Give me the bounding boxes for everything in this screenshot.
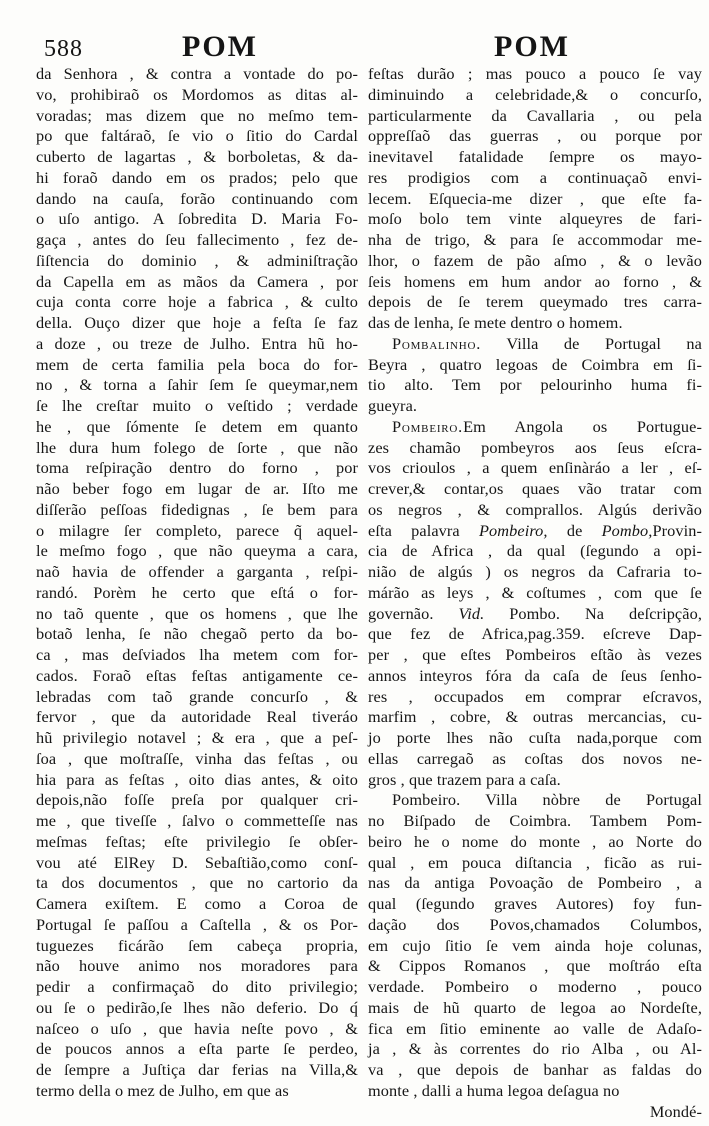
text-line: em cujo ſitio ſe vem ainda hoje colunas,: [368, 935, 702, 955]
text-line: me , que tiveſſe , ſalvo o commetteſſe nas: [36, 811, 358, 830]
text-line: cia de Africa , da qual (ſegundo a opi-: [368, 541, 702, 561]
text-line: he , que ſómente ſe detem em quanto: [36, 416, 358, 436]
text-line: ſoa , que moſtraſſe, vinha das feſtas , ou: [36, 748, 358, 768]
text-line: res , occupados em comprar eſcravos,: [368, 686, 702, 706]
text-line: po que faltáraõ, ſe vio o ſitio do Cardal: [36, 126, 358, 146]
text-line: oppreſſaõ das guerras , ou porque por: [368, 126, 702, 146]
text-line: márão as leys , & coſtumes , com que ſe: [368, 582, 702, 602]
text-line: ca , mas deſviados lha metem com for-: [36, 645, 358, 664]
text-line: não beber fogo em lugar de ar. Iſto me: [36, 479, 358, 498]
text-line: de poucos annos a eſta parte ſe perdeo,: [36, 1039, 358, 1059]
text-line: vou até ElRey D. Sebaſtião,como conſ-: [36, 852, 358, 872]
text-segment: governão.: [368, 603, 459, 623]
text-segment: eſta palavra: [368, 520, 479, 540]
running-header: [0, 30, 709, 66]
text-line: naõ havia de offender a garganta , reſpi-: [36, 562, 358, 581]
text-line: inevitavel fatalidade ſempre os mayo-: [368, 147, 702, 166]
text-line: [368, 604, 702, 625]
text-line: vos crioulos , a quem enſinàráo a ler , eſ-: [368, 458, 702, 478]
text-line: pedir a confirmaçaõ do dito privilegio;: [36, 977, 358, 996]
text-line: jo porte lhes não cuſta nada,porque com: [368, 728, 702, 747]
text-line: beiro he o nome do monte , ao Norte do: [368, 831, 702, 851]
text-line: dação dos Povos,chamados Columbos,: [368, 914, 702, 934]
text-line: per , que eſtes Pombeiros eſtão às vezes: [368, 645, 702, 664]
text-line: botaõ lenha, ſe não chegaõ perto da bo-: [36, 624, 358, 644]
text-line: das de lenha, ſe mete dentro o homem.: [368, 313, 623, 332]
text-line: vo, prohibiraõ os Mordomos as ditas al-: [36, 84, 358, 104]
italic-text: Vid.: [458, 603, 485, 623]
text-line: no , & torna a ſahir ſem ſe queymar,nem: [36, 375, 358, 395]
text-line: particularmente da Cavallaria , ou pela: [368, 105, 702, 125]
text-line: moſo bolo tem vinte alqueyres de fari-: [368, 209, 702, 229]
text-line: qual , em pouca diſtancia , ficão as rui-: [368, 852, 702, 872]
left-text-column: [36, 64, 358, 1102]
text-line: o uſo antigo. A ſobredita D. Maria Fo-: [36, 209, 358, 229]
text-line: de ſempre a Juſtiça dar ferias na Villa,&: [36, 1060, 358, 1079]
text-line: randó. Porèm he certo que eſtá o for-: [36, 582, 358, 602]
text-line: da Senhora , & contra a vontade do po-: [36, 64, 358, 83]
text-line: gros , que trazem para a caſa.: [368, 769, 561, 789]
text-line: a doze , ou treze de Julho. Entra hũ ho-: [36, 333, 358, 353]
text-line: no taõ quente , que os homens , que lhe: [36, 603, 358, 623]
page-number: 588: [44, 36, 83, 62]
text-line: não houve animo nos moradores para: [36, 956, 358, 976]
text-line: ſeis homens em hum andor ao forno , &: [368, 271, 702, 291]
text-line: no Biſpado de Coimbra. Tambem Pom-: [368, 811, 702, 830]
text-line: res prodigios com a continuaçaõ envi-: [368, 167, 702, 187]
text-line: meſmas feſtas; eſte privilegio ſe obſer-: [36, 831, 358, 851]
text-line: nas da antiga Povoação de Pombeiro , a: [368, 873, 702, 893]
text-line: cuberto de lagartas , & borboletas, & da-: [36, 147, 358, 166]
text-line: que fez de Africa,pag.359. eſcreve Dap-: [368, 624, 702, 644]
text-line: ou ſe o pedirão,ſe lhes não deferio. Do q́: [36, 997, 358, 1017]
text-line: lebradas com taõ grande concurſo , &: [36, 686, 358, 706]
text-line: diminuindo a celebridade,& o concurſo,: [368, 84, 702, 104]
text-segment: de: [547, 520, 602, 540]
text-line: qual (ſegundo graves Autores) foy fun-: [368, 894, 702, 913]
text-line: depois,não foſſe preſa por qualquer cri-: [36, 790, 358, 810]
text-line: le meſmo fogo , que não queyma a cara,: [36, 541, 358, 561]
right-text-column: [368, 64, 702, 1122]
text-line: mem de certa familia pela boca do for-: [36, 354, 358, 374]
text-line: diſſerão peſſoas fidedignas , ſe bem para: [36, 499, 358, 519]
text-line: Beyra , quatro legoas de Coimbra em ſi-: [368, 354, 702, 374]
text-line: annos inteyros fóra da caſa de ſeus ſenho-: [368, 665, 702, 685]
text-line: Portugal ſe paſſou a Caſtella , & os Por-: [36, 914, 358, 934]
entry-headword: Pombalinho.: [392, 333, 482, 353]
running-title-right: POM: [494, 30, 570, 63]
text-line: Camera exiſtem. E como a Coroa de: [36, 894, 358, 913]
text-line: feſtas durão ; mas pouco a pouco ſe vay: [368, 64, 702, 83]
text-line: tio alto. Tem por pelourinho huma fi-: [368, 375, 702, 395]
text-line: gueyra.: [368, 396, 418, 415]
text-segment: Villa de Portugal na: [481, 333, 702, 353]
text-line: dando na cauſa, forão continuando com: [36, 188, 358, 208]
text-line: lhe dura hum folego de ſorte , que não: [36, 437, 358, 457]
text-line: mais de hũ quarto de legoa ao Nordeſte,: [368, 997, 702, 1017]
italic-text: Pombo,: [601, 520, 653, 540]
text-line: hũ privilegio notavel ; & era , que a peſ-: [36, 728, 358, 747]
text-line: marfim , cobre, & outras mercancias, cu-: [368, 707, 702, 727]
text-line: & Cippos Romanos , que moſtráo eſta: [368, 956, 702, 976]
text-line: [368, 521, 702, 542]
text-segment: Pombo. Na deſcripção,: [484, 603, 702, 623]
text-line: nião de algús ) os negros da Cafraria to-: [368, 562, 702, 581]
text-line: zes chamão pombeyros aos ſeus eſcra-: [368, 437, 702, 457]
text-segment: Provin-: [652, 520, 702, 540]
text-line: tuguezes ficárão ſem cabeça propria,: [36, 935, 358, 955]
text-line: [368, 417, 702, 438]
text-line: va , que depois de banhar as faldas do: [368, 1060, 702, 1079]
text-line: fica em ſitio eminente ao valle de Adaſo-: [368, 1018, 702, 1038]
text-line: cuja conta corre hoje a fabrica , & culto: [36, 292, 358, 312]
text-line: termo della o mez de Julho, em que as: [36, 1080, 289, 1100]
text-line: crever,& contar,os quaes vão tratar com: [368, 479, 702, 498]
text-line: ſiſtencia do dominio , & adminiſtração: [36, 250, 358, 270]
text-line: Pombeiro. Villa nòbre de Portugal: [392, 790, 702, 810]
text-line: da Capella em as mãos da Camera , por: [36, 271, 358, 291]
text-line: toma reſpiração dentro do forno , por: [36, 458, 358, 478]
text-line: hi foraõ dando em os prados; pelo que: [36, 167, 358, 187]
text-line: ja , & às correntes do rio Alba , ou Al-: [368, 1039, 702, 1059]
text-line: depois de ſe terem queymado tres carra-: [368, 292, 702, 312]
text-line: ellas carregaõ as coſtas dos novos ne-: [368, 748, 702, 768]
text-line: cados. Foraõ eſtas feſtas antigamente ce-: [36, 665, 358, 685]
text-line: voradas; mas dizem que no meſmo tem-: [36, 105, 358, 125]
text-line: o milagre ſer completo, parece q̃ aquel-: [36, 520, 358, 540]
text-line: gaça , antes do ſeu fallecimento , fez de-: [36, 230, 358, 249]
text-line: lhor, o fazem de pão aſmo , & o levão: [368, 250, 702, 270]
text-line: della. Ouço dizer que hoje a feſta ſe faz: [36, 313, 358, 332]
entry-headword: Pombeiro.: [392, 416, 464, 436]
text-line: ta dos documentos , que no cartorio da: [36, 873, 358, 893]
text-line: fervor , que da autoridade Real tiveráo: [36, 707, 358, 727]
text-line: monte , dalli a huma legoa deſagua no: [368, 1080, 620, 1100]
text-line: nha de trigo, & para ſe accommodar me-: [368, 230, 702, 249]
text-line: hia para as feſtas , oito dias antes, & oito: [36, 769, 358, 789]
text-line: [368, 334, 702, 355]
italic-text: Pombeiro,: [479, 520, 548, 540]
text-line: os negros , & comprallos. Algús derivão: [368, 499, 702, 519]
catchword: Mondé-: [649, 1101, 702, 1121]
text-segment: Em Angola os Portugue-: [463, 416, 702, 436]
running-title-left: POM: [182, 30, 258, 63]
text-line: lecem. Eſquecia-me dizer , que eſte fa-: [368, 188, 702, 208]
text-line: ſe lhe creſtar muito o veſtido ; verdade: [36, 396, 358, 415]
text-line: naſceo o uſo , que havia neſte povo , &: [36, 1018, 358, 1038]
text-line: verdade. Pombeiro o moderno , pouco: [368, 977, 702, 996]
